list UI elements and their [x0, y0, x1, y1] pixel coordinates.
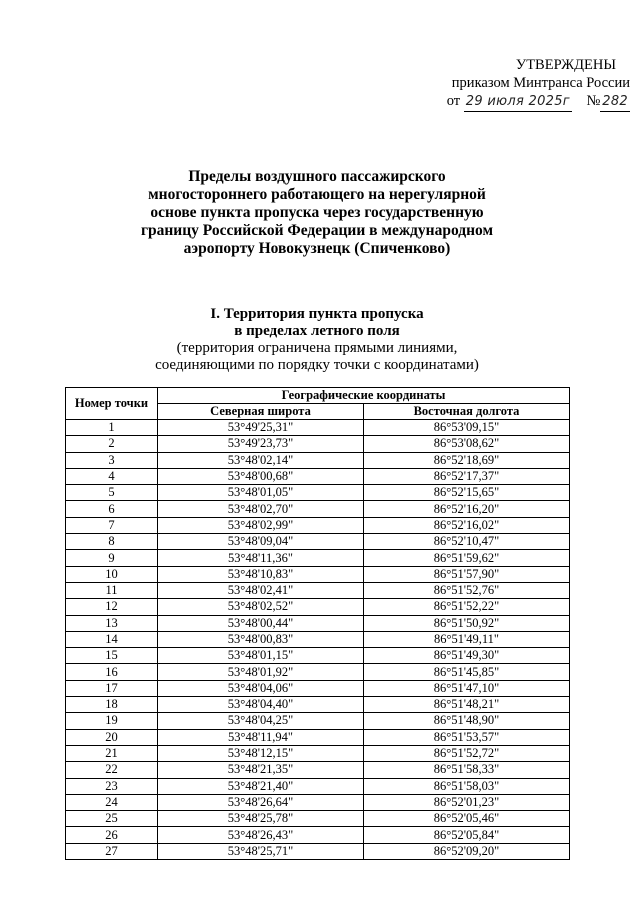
point-number-cell: 10	[66, 566, 158, 582]
table-row	[66, 550, 570, 566]
latitude-cell: 53°48'25,78"	[158, 811, 364, 827]
header-geo-coordinates: Географические координаты	[158, 388, 570, 404]
approval-heading: УТВЕРЖДЕНЫ	[515, 57, 616, 73]
table-row	[66, 436, 570, 452]
longitude-cell: 86°52'01,23"	[364, 794, 570, 810]
point-number-cell: 13	[66, 615, 158, 631]
point-number-cell: 18	[66, 697, 158, 713]
longitude-cell: 86°52'15,65"	[364, 485, 570, 501]
longitude-cell: 86°51'53,57"	[364, 729, 570, 745]
point-number-cell: 19	[66, 713, 158, 729]
table-row	[66, 827, 570, 843]
section-title: I. Территория пункта пропуска	[210, 306, 424, 322]
longitude-cell: 86°51'52,22"	[364, 599, 570, 615]
point-number-cell: 15	[66, 648, 158, 664]
latitude-cell: 53°48'10,83"	[158, 566, 364, 582]
number-prefix: №	[586, 93, 601, 109]
table-row	[66, 566, 570, 582]
point-number-cell: 3	[66, 452, 158, 468]
table-row	[66, 664, 570, 680]
latitude-cell: 53°48'02,99"	[158, 517, 364, 533]
longitude-cell: 86°52'09,20"	[364, 843, 570, 859]
table-row	[66, 615, 570, 631]
longitude-cell: 86°53'09,15"	[364, 420, 570, 436]
table-body	[66, 420, 570, 860]
latitude-cell: 53°48'04,40"	[158, 697, 364, 713]
latitude-cell: 53°48'04,25"	[158, 713, 364, 729]
latitude-cell: 53°48'02,52"	[158, 599, 364, 615]
header-longitude: Восточная долгота	[364, 404, 570, 420]
table-row	[66, 729, 570, 745]
table-row	[66, 762, 570, 778]
longitude-cell: 86°52'05,84"	[364, 827, 570, 843]
point-number-cell: 25	[66, 811, 158, 827]
table-row	[66, 501, 570, 517]
header-point-number: Номер точки	[66, 388, 158, 420]
point-number-cell: 6	[66, 501, 158, 517]
longitude-cell: 86°51'58,33"	[364, 762, 570, 778]
table-row	[66, 631, 570, 647]
table-row	[66, 713, 570, 729]
point-number-cell: 24	[66, 794, 158, 810]
table-row	[66, 420, 570, 436]
longitude-cell: 86°51'48,21"	[364, 697, 570, 713]
table-row	[66, 599, 570, 615]
point-number-cell: 9	[66, 550, 158, 566]
latitude-cell: 53°48'02,14"	[158, 452, 364, 468]
point-number-cell: 23	[66, 778, 158, 794]
longitude-cell: 86°51'50,92"	[364, 615, 570, 631]
date-prefix: от	[446, 93, 461, 109]
latitude-cell: 53°48'02,41"	[158, 582, 364, 598]
point-number-cell: 16	[66, 664, 158, 680]
table-row	[66, 485, 570, 501]
table-row	[66, 811, 570, 827]
longitude-cell: 86°52'17,37"	[364, 468, 570, 484]
section-note: соединяющими по порядку точки с координатами)	[155, 357, 479, 373]
table-row	[66, 534, 570, 550]
section-heading	[90, 306, 544, 374]
handwritten-number: 282	[600, 93, 630, 112]
latitude-cell: 53°48'09,04"	[158, 534, 364, 550]
latitude-cell: 53°48'25,71"	[158, 843, 364, 859]
table-row	[66, 468, 570, 484]
point-number-cell: 11	[66, 582, 158, 598]
longitude-cell: 86°52'05,46"	[364, 811, 570, 827]
longitude-cell: 86°51'52,72"	[364, 745, 570, 761]
section-note: (территория ограничена прямыми линиями,	[176, 340, 458, 356]
title-line: аэропорту Новокузнецк (Спиченково)	[183, 240, 451, 257]
table-row	[66, 794, 570, 810]
document-title	[90, 168, 544, 258]
title-line: границу Российской Федерации в международном	[140, 222, 494, 239]
longitude-cell: 86°52'18,69"	[364, 452, 570, 468]
longitude-cell: 86°51'52,76"	[364, 582, 570, 598]
point-number-cell: 14	[66, 631, 158, 647]
longitude-cell: 86°51'45,85"	[364, 664, 570, 680]
point-number-cell: 1	[66, 420, 158, 436]
table-row	[66, 745, 570, 761]
longitude-cell: 86°53'08,62"	[364, 436, 570, 452]
table-row	[66, 517, 570, 533]
title-line: основе пункта пропуска через государственную	[150, 204, 484, 221]
longitude-cell: 86°51'57,90"	[364, 566, 570, 582]
latitude-cell: 53°48'01,92"	[158, 664, 364, 680]
approval-stamp	[400, 56, 630, 112]
latitude-cell: 53°48'26,43"	[158, 827, 364, 843]
latitude-cell: 53°49'25,31"	[158, 420, 364, 436]
point-number-cell: 17	[66, 680, 158, 696]
latitude-cell: 53°48'01,15"	[158, 648, 364, 664]
point-number-cell: 5	[66, 485, 158, 501]
coordinates-table	[65, 387, 570, 860]
latitude-cell: 53°48'02,70"	[158, 501, 364, 517]
point-number-cell: 26	[66, 827, 158, 843]
latitude-cell: 53°48'11,94"	[158, 729, 364, 745]
table-row	[66, 680, 570, 696]
point-number-cell: 22	[66, 762, 158, 778]
longitude-cell: 86°52'16,02"	[364, 517, 570, 533]
point-number-cell: 2	[66, 436, 158, 452]
longitude-cell: 86°52'10,47"	[364, 534, 570, 550]
latitude-cell: 53°48'00,44"	[158, 615, 364, 631]
table-row	[66, 697, 570, 713]
point-number-cell: 20	[66, 729, 158, 745]
latitude-cell: 53°48'21,35"	[158, 762, 364, 778]
point-number-cell: 27	[66, 843, 158, 859]
longitude-cell: 86°51'59,62"	[364, 550, 570, 566]
latitude-cell: 53°48'01,05"	[158, 485, 364, 501]
table-row	[66, 582, 570, 598]
section-subtitle: в пределах летного поля	[234, 323, 400, 339]
latitude-cell: 53°48'21,40"	[158, 778, 364, 794]
header-latitude: Северная широта	[158, 404, 364, 420]
longitude-cell: 86°51'49,11"	[364, 631, 570, 647]
point-number-cell: 12	[66, 599, 158, 615]
approval-date-line	[400, 92, 630, 112]
latitude-cell: 53°48'00,83"	[158, 631, 364, 647]
table-row	[66, 843, 570, 859]
title-line: Пределы воздушного пассажирского	[188, 168, 446, 185]
table-row	[66, 452, 570, 468]
longitude-cell: 86°51'47,10"	[364, 680, 570, 696]
latitude-cell: 53°48'04,06"	[158, 680, 364, 696]
latitude-cell: 53°48'00,68"	[158, 468, 364, 484]
latitude-cell: 53°49'23,73"	[158, 436, 364, 452]
longitude-cell: 86°51'48,90"	[364, 713, 570, 729]
point-number-cell: 4	[66, 468, 158, 484]
table-row	[66, 648, 570, 664]
approval-order: приказом Минтранса России	[451, 75, 630, 91]
point-number-cell: 8	[66, 534, 158, 550]
longitude-cell: 86°51'58,03"	[364, 778, 570, 794]
latitude-cell: 53°48'12,15"	[158, 745, 364, 761]
title-line: многостороннего работающего на нерегулярной	[148, 186, 486, 203]
latitude-cell: 53°48'11,36"	[158, 550, 364, 566]
latitude-cell: 53°48'26,64"	[158, 794, 364, 810]
table-row	[66, 778, 570, 794]
longitude-cell: 86°51'49,30"	[364, 648, 570, 664]
point-number-cell: 7	[66, 517, 158, 533]
point-number-cell: 21	[66, 745, 158, 761]
handwritten-date: 29 июля 2025г	[464, 93, 572, 112]
longitude-cell: 86°52'16,20"	[364, 501, 570, 517]
